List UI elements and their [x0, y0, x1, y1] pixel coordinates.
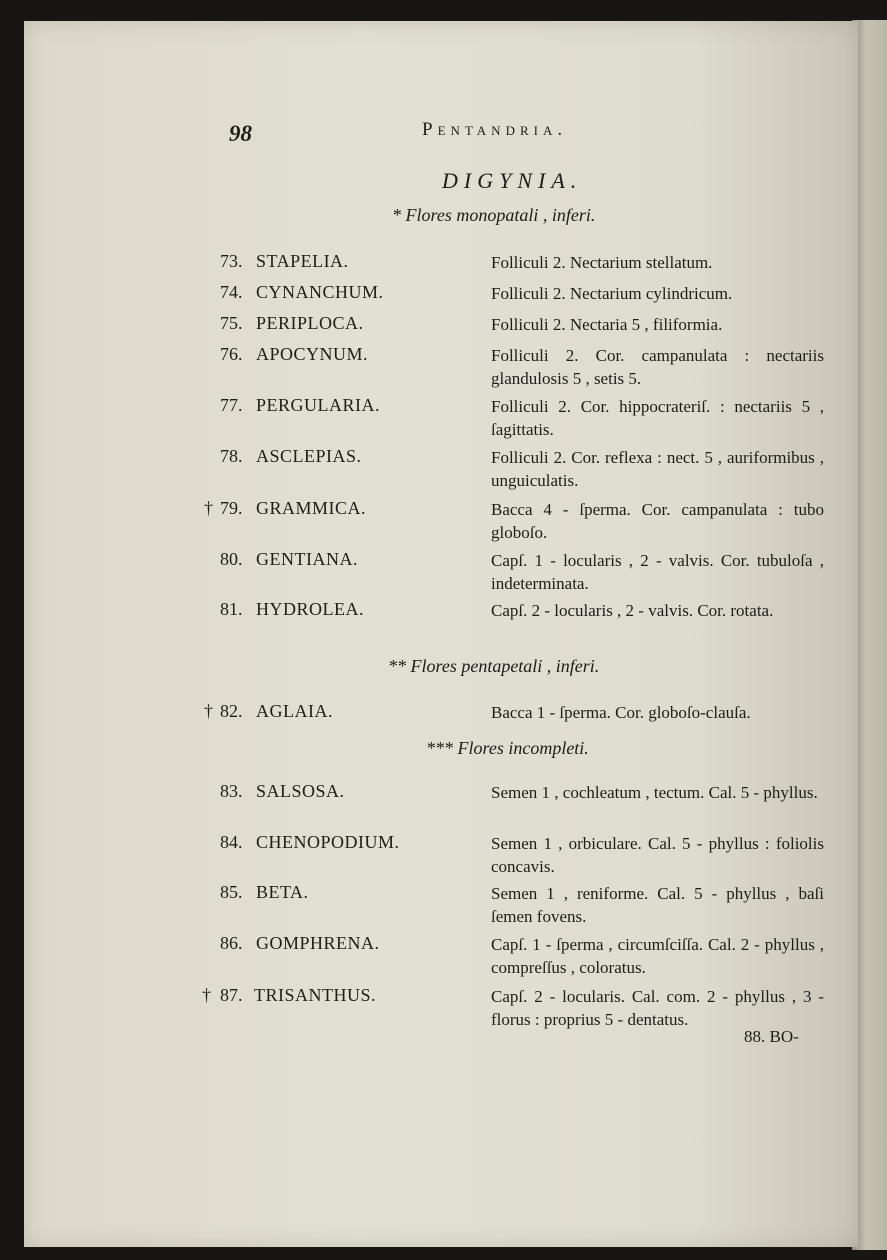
genus-number: 75. — [220, 313, 243, 333]
genus-description: Folliculi 2. Nectaria 5 , filiformia. — [491, 315, 723, 334]
subhead-incomplete: *** Flores incompleti. — [426, 738, 589, 758]
genus-name: TRISANTHUS. — [254, 985, 377, 1005]
catchword: 88. BO- — [744, 1027, 799, 1046]
genus-number: 79. — [220, 498, 243, 518]
genus-description: Bacca 1 - ſperma. Cor. globoſo-clauſa. — [491, 703, 751, 722]
genus-number: 77. — [220, 395, 243, 415]
genus-description: Capſ. 2 - locularis. Cal. com. 2 - phyllus , 3 - florus : proprius 5 - dentatus. — [491, 987, 824, 1029]
subhead-monopetalous: * Flores monopatali , inferi. — [392, 205, 596, 225]
genus-number: 86. — [220, 933, 243, 953]
genus-name: PERGULARIA. — [256, 395, 381, 415]
genus-description: Semen 1 , orbiculare. Cal. 5 - phyllus : foliolis concavis. — [491, 834, 824, 876]
genus-number: 74. — [220, 282, 243, 302]
genus-number: 73. — [220, 251, 243, 271]
genus-name: GENTIANA. — [256, 549, 358, 569]
genus-description: Folliculi 2. Nectarium cylindricum. — [491, 284, 733, 303]
genus-number: 82. — [220, 701, 243, 721]
genus-name: GOMPHRENA. — [256, 933, 380, 953]
genus-name: SALSOSA. — [256, 781, 345, 801]
dagger-mark: † — [204, 498, 213, 518]
genus-number: 78. — [220, 446, 243, 466]
genus-description: Folliculi 2. Cor. campanulata : nectariis glandulosis 5 , setis 5. — [491, 346, 824, 388]
genus-name: GRAMMICA. — [256, 498, 367, 518]
page-number: 98 — [229, 121, 252, 146]
genus-name: CYNANCHUM. — [256, 282, 384, 302]
genus-name: CHENOPODIUM. — [256, 832, 400, 852]
genus-name: HYDROLEA. — [256, 599, 364, 619]
genus-name: PERIPLOCA. — [256, 313, 364, 333]
genus-description: Capſ. 2 - locularis , 2 - valvis. Cor. rotata. — [491, 601, 774, 620]
genus-number: 84. — [220, 832, 243, 852]
genus-number: 81. — [220, 599, 243, 619]
genus-description: Bacca 4 - ſperma. Cor. campanulata : tubo globoſo. — [491, 500, 824, 542]
genus-name: STAPELIA. — [256, 251, 349, 271]
genus-number: 85. — [220, 882, 243, 902]
section-title: DIGYNIA. — [442, 168, 583, 193]
genus-name: BETA. — [256, 882, 309, 902]
genus-description: Capſ. 1 - ſperma , circumſciſſa. Cal. 2 - phyllus , compreſſus , coloratus. — [491, 935, 824, 977]
genus-description: Folliculi 2. Cor. hippocrateriſ. : nectariis 5 , ſagittatis. — [491, 397, 824, 439]
genus-number: 76. — [220, 344, 243, 364]
book-page — [24, 21, 858, 1247]
subhead-pentapetalous: ** Flores pentapetali , inferi. — [388, 656, 600, 676]
genus-description: Folliculi 2. Cor. reflexa : nect. 5 , auriformibus , unguiculatis. — [491, 448, 824, 490]
genus-name: ASCLEPIAS. — [256, 446, 362, 466]
genus-description: Semen 1 , reniforme. Cal. 5 - phyllus , baſi ſemen fovens. — [491, 884, 824, 926]
genus-description: Capſ. 1 - locularis , 2 - valvis. Cor. tubuloſa , indeterminata. — [491, 551, 824, 593]
genus-name: AGLAIA. — [256, 701, 333, 721]
genus-number: 80. — [220, 549, 243, 569]
running-head: Pentandria. — [422, 119, 568, 140]
genus-number: 83. — [220, 781, 243, 801]
genus-description: Semen 1 , cochleatum , tectum. Cal. 5 - phyllus. — [491, 783, 818, 802]
genus-name: APOCYNUM. — [256, 344, 369, 364]
dagger-mark: † — [202, 985, 211, 1005]
dagger-mark: † — [204, 701, 213, 721]
genus-number: 87. — [220, 985, 243, 1005]
genus-description: Folliculi 2. Nectarium stellatum. — [491, 253, 713, 272]
